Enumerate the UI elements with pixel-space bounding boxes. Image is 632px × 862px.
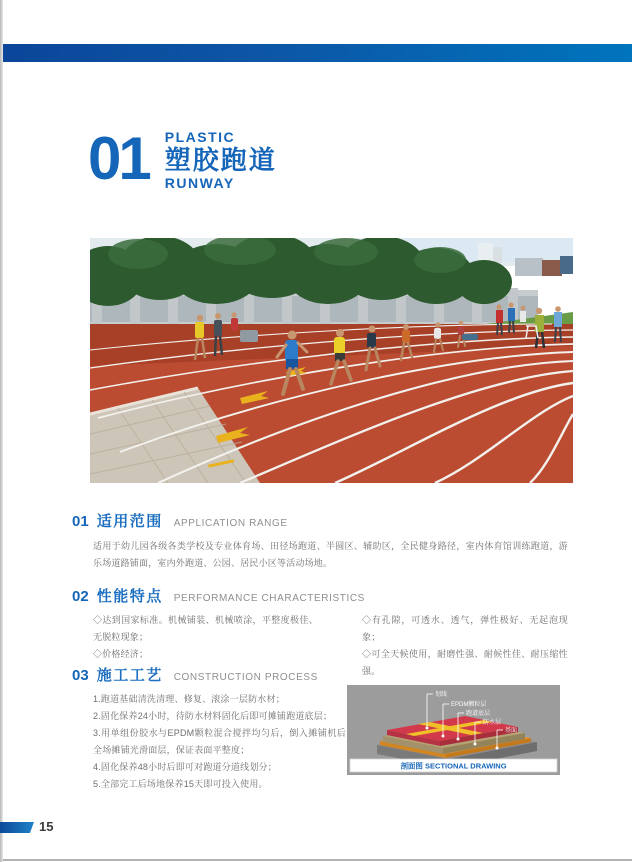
construction-step: 1.跑道基础清洗清理、修复、滚涂一层防水材； <box>93 694 285 704</box>
section-2-heading <box>72 585 572 606</box>
header-blue-bar <box>3 44 632 62</box>
diagram-label-epdm: EPDM颗粒层 <box>451 702 487 708</box>
chapter-title-block <box>88 125 277 192</box>
diagram-label-foundation: 基面 <box>505 728 518 734</box>
construction-step: 4.固化保养48小时后即可对跑道分道线划分； <box>93 762 277 772</box>
section-1-title-en: APPLICATION RANGE <box>173 518 288 529</box>
section-2-title-zh: 性能特点 <box>96 588 163 605</box>
chapter-title-en-bottom: RUNWAY <box>164 175 235 191</box>
page-bottom-edge <box>3 859 632 861</box>
construction-step: 2.固化保养24小时，待防水材料固化后即可摊铺跑道底层； <box>93 711 333 721</box>
chapter-title-en-top: PLASTIC <box>164 129 236 145</box>
section-3-title-zh: 施工工艺 <box>96 667 163 684</box>
diagram-label-waterproof: 防水层 <box>483 720 502 726</box>
feature-item: ◇有孔隙，可透水、透气，弹性极好、无起泡现象； <box>362 615 568 642</box>
construction-steps <box>93 691 346 793</box>
page-number-block <box>0 819 53 834</box>
section-1-heading <box>72 510 572 531</box>
page-number: 15 <box>39 819 54 834</box>
section-1-title-zh: 适用范围 <box>96 513 163 530</box>
feature-item: ◇达到国家标准。机械铺装、机械喷涂，平整度极佳、无脱粒现象； <box>93 615 318 642</box>
section-3-number: 03 <box>72 667 89 684</box>
page-number-flag <box>0 822 34 833</box>
section-3-title-en: CONSTRUCTION PROCESS <box>173 672 318 683</box>
sectional-drawing-illustration <box>347 685 560 775</box>
construction-step: 5.全部完工后场地保养15天即可投入使用。 <box>93 779 268 789</box>
sectional-drawing <box>347 685 560 775</box>
section-1-body: 适用于幼儿园各级各类学校及专业体育场、田径场跑道、半圆区、辅助区，全民健身路径，室内体育馆训练跑道，游乐场道路铺面，室内外跑道、公园、居民小区等活动场地。 <box>93 541 568 568</box>
section-2-title-en: PERFORMANCE CHARACTERISTICS <box>173 593 365 604</box>
diagram-label-marking: 划线 <box>435 692 448 698</box>
section-1-number: 01 <box>72 513 89 530</box>
feature-item: ◇可全天候使用，耐磨性强、耐候性佳、耐压缩性强。 <box>362 649 568 676</box>
page-left-edge <box>0 0 3 862</box>
construction-step: 3.用单组份胶水与EPDM颗粒混合搅拌均匀后，倒入摊铺机后全场摊铺光滑面层，保证表面平整度； <box>93 728 346 755</box>
chapter-title-text <box>165 128 277 191</box>
section-3-heading <box>72 664 572 685</box>
section-2-number: 02 <box>72 588 89 605</box>
chapter-number: 01 <box>88 125 149 192</box>
diagram-caption: 剖面图 SECTIONAL DRAWING <box>400 761 507 771</box>
section-application-range <box>72 510 572 572</box>
diagram-label-base-layer: 跑道底层 <box>466 711 491 717</box>
runway-photo-illustration <box>90 238 573 483</box>
runway-photo <box>90 238 573 483</box>
chapter-title-zh: 塑胶跑道 <box>164 145 277 175</box>
feature-item: ◇价格经济； <box>93 649 149 659</box>
